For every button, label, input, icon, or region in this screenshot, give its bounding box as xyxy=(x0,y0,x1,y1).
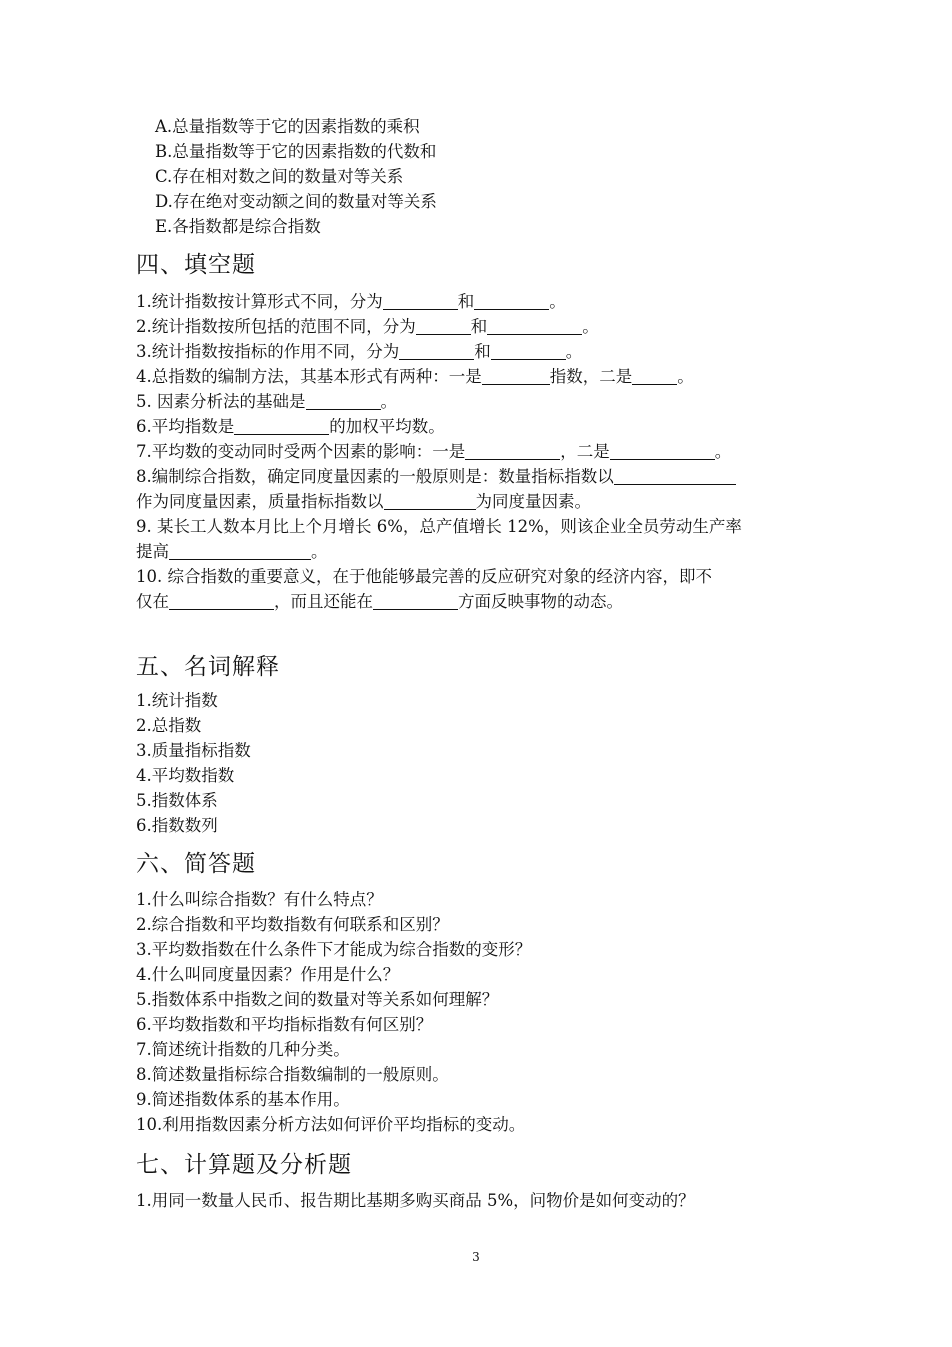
fill-question-9-cont: 提高 。 xyxy=(136,542,328,561)
answer-blank xyxy=(614,467,736,485)
answer-blank xyxy=(383,292,458,310)
short-answer-item: 9.简述指数体系的基本作用。 xyxy=(136,1090,350,1109)
answer-blank xyxy=(169,542,311,560)
answer-blank xyxy=(399,342,474,360)
answer-blank xyxy=(234,417,329,435)
page-number: 3 xyxy=(472,1250,480,1264)
answer-blank xyxy=(373,592,458,610)
fill-question-4: 4.总指数的编制方法，其基本形式有两种：一是 指数，二是 。 xyxy=(136,367,694,386)
short-answer-item: 7.简述统计指数的几种分类。 xyxy=(136,1040,350,1059)
option-c: C.存在相对数之间的数量对等关系 xyxy=(155,167,404,186)
short-answer-item: 1.什么叫综合指数？有什么特点？ xyxy=(136,890,383,909)
answer-blank xyxy=(474,292,549,310)
answer-blank xyxy=(632,367,677,385)
fill-question-10-cont: 仅在 ，而且还能在 方面反映事物的动态。 xyxy=(136,592,623,611)
term-item: 2.总指数 xyxy=(136,716,202,735)
fill-question-2: 2.统计指数按所包括的范围不同，分为 和 。 xyxy=(136,317,599,336)
term-item: 1.统计指数 xyxy=(136,691,218,710)
section-7-heading: 七、计算题及分析题 xyxy=(136,1152,352,1178)
fill-question-6: 6.平均指数是 的加权平均数。 xyxy=(136,417,445,436)
fill-question-8: 8.编制综合指数，确定同度量因素的一般原则是：数量指标指数以 xyxy=(136,465,736,489)
section-6-heading: 六、简答题 xyxy=(136,851,256,877)
answer-blank xyxy=(169,592,274,610)
term-item: 5.指数体系 xyxy=(136,791,218,810)
fill-question-9: 9. 某长工人数本月比上个月增长 6%，总产值增长 12%，则该企业全员劳动生产率 xyxy=(136,517,742,536)
option-e: E.各指数都是综合指数 xyxy=(155,217,321,236)
answer-blank xyxy=(384,492,476,510)
answer-blank xyxy=(416,317,471,335)
fill-question-3: 3.统计指数按指标的作用不同，分为 和 。 xyxy=(136,342,583,361)
short-answer-item: 3.平均数指数在什么条件下才能成为综合指数的变形？ xyxy=(136,940,532,959)
short-answer-item: 2.综合指数和平均数指数有何联系和区别？ xyxy=(136,915,449,934)
option-a: A.总量指数等于它的因素指数的乘积 xyxy=(155,117,420,136)
option-b: B.总量指数等于它的因素指数的代数和 xyxy=(155,142,437,161)
term-item: 4.平均数指数 xyxy=(136,766,235,785)
calc-question-1: 1.用同一数量人民币、报告期比基期多购买商品 5%，问物价是如何变动的？ xyxy=(136,1191,695,1210)
fill-question-10: 10. 综合指数的重要意义，在于他能够最完善的反应研究对象的经济内容，即不 xyxy=(136,567,712,586)
fill-question-8-cont: 作为同度量因素，质量指标指数以 为同度量因素。 xyxy=(136,492,591,511)
short-answer-item: 6.平均数指数和平均指标指数有何区别？ xyxy=(136,1015,433,1034)
short-answer-item: 10.利用指数因素分析方法如何评价平均指标的变动。 xyxy=(136,1115,526,1134)
section-5-heading: 五、名词解释 xyxy=(136,654,280,680)
fill-question-1: 1.统计指数按计算形式不同，分为 和 。 xyxy=(136,292,566,311)
answer-blank xyxy=(610,442,715,460)
fill-question-5: 5. 因素分析法的基础是 。 xyxy=(136,392,397,411)
term-item: 3.质量指标指数 xyxy=(136,741,251,760)
short-answer-item: 5.指数体系中指数之间的数量对等关系如何理解？ xyxy=(136,990,499,1009)
answer-blank xyxy=(465,442,560,460)
short-answer-item: 4.什么叫同度量因素？作用是什么？ xyxy=(136,965,400,984)
answer-blank xyxy=(487,317,582,335)
answer-blank xyxy=(306,392,381,410)
term-item: 6.指数数列 xyxy=(136,816,218,835)
answer-blank xyxy=(482,367,550,385)
answer-blank xyxy=(491,342,566,360)
option-d: D.存在绝对变动额之间的数量对等关系 xyxy=(155,192,437,211)
section-4-heading: 四、填空题 xyxy=(136,252,256,278)
short-answer-item: 8.简述数量指标综合指数编制的一般原则。 xyxy=(136,1065,449,1084)
fill-question-7: 7.平均数的变动同时受两个因素的影响：一是 ，二是 。 xyxy=(136,442,732,461)
